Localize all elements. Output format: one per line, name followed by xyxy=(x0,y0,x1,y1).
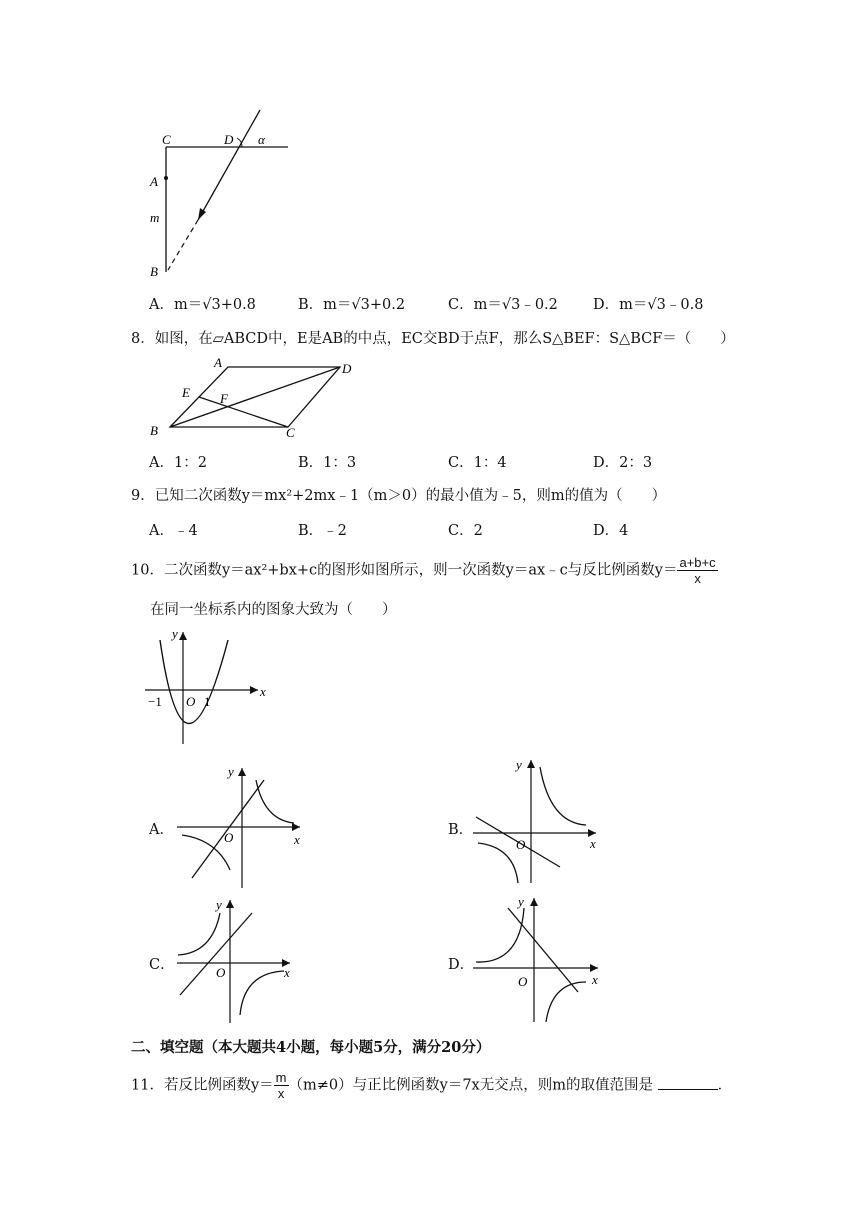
q10-choice-c-label: C． xyxy=(149,957,175,973)
q9-option-b: B．﹣2 xyxy=(298,523,347,539)
q10-choice-b-label: B． xyxy=(448,822,474,838)
q7-label-d: D xyxy=(224,132,234,147)
q9-stem: 9．已知二次函数y＝mx²+2mx﹣1（m＞0）的最小值为﹣5，则m的值为（ ） xyxy=(131,488,667,504)
svg-text:x: x xyxy=(592,972,598,987)
q10-choice-a-graph xyxy=(172,760,312,900)
svg-text:B: B xyxy=(150,423,158,438)
svg-text:y: y xyxy=(518,894,524,909)
q9-option-d: D．4 xyxy=(593,523,629,539)
q11-stem: 11．若反比例函数y＝ $\frac{m}{x}$ （m≠0）与正比例函数y＝7x无交点，则m的取值范围是 ． xyxy=(131,1070,733,1101)
q8-option-b: B．1：3 xyxy=(298,455,357,471)
svg-text:y: y xyxy=(228,764,234,779)
q8-stem: 8．如图，在▱ABCD中，E是AB的中点，EC交BD于点F，那么S△BEF：S△BCF＝（ ） xyxy=(131,331,735,347)
q10-parabola-figure xyxy=(140,622,280,752)
q11-answer-blank[interactable] xyxy=(658,1089,718,1090)
q9-option-c: C．2 xyxy=(448,523,483,539)
q7-label-m: m xyxy=(150,210,160,225)
q7-label-b: B xyxy=(150,264,158,279)
q7-label-a: A xyxy=(150,174,158,189)
svg-text:O: O xyxy=(224,830,234,845)
q10-choice-d-graph xyxy=(468,890,608,1030)
svg-text:1: 1 xyxy=(204,694,211,709)
svg-text:O: O xyxy=(516,837,526,852)
q7-label-alpha: α xyxy=(258,132,265,147)
q10-choice-d-label: D． xyxy=(448,957,475,973)
q7-option-b: B．m＝√3+0.2 xyxy=(298,297,406,313)
q11-fraction: $\frac{m}{x}$ xyxy=(275,1070,287,1101)
q10-choice-a-label: A． xyxy=(149,822,174,838)
svg-text:C: C xyxy=(286,425,295,440)
q10-stem-part2: 在同一坐标系内的图象大致为（ ） xyxy=(150,602,397,618)
svg-text:x: x xyxy=(590,836,596,851)
svg-text:x: x xyxy=(294,832,300,847)
svg-text:A: A xyxy=(214,355,222,370)
q8-figure xyxy=(140,355,370,445)
svg-text:y: y xyxy=(216,897,222,912)
q10-stem xyxy=(131,555,718,586)
q7-figure xyxy=(140,100,300,285)
q7-option-d: D．m＝√3﹣0.8 xyxy=(593,297,704,313)
svg-text:O: O xyxy=(216,965,226,980)
section2-title: 二、填空题（本大题共4小题，每小题5分，满分20分） xyxy=(131,1039,491,1056)
svg-text:−1: −1 xyxy=(148,694,162,709)
svg-text:x: x xyxy=(284,965,290,980)
q8-option-a: A．1：2 xyxy=(149,455,207,471)
q8-option-c: C．1：4 xyxy=(448,455,507,471)
q7-option-a: A．m＝√3+0.8 xyxy=(149,297,256,313)
q7-option-c: C．m＝√3﹣0.2 xyxy=(448,297,558,313)
svg-text:E: E xyxy=(182,385,190,400)
svg-text:F: F xyxy=(220,391,228,406)
svg-text:O: O xyxy=(518,974,528,989)
q7-label-c: C xyxy=(162,132,171,147)
q10-stem-part1: 10．二次函数y＝ax²+bx+c的图形如图所示，则一次函数y＝ax﹣c与反比例函数y＝ xyxy=(131,562,678,579)
svg-text:x: x xyxy=(260,684,266,699)
svg-text:O: O xyxy=(186,694,196,709)
q10-fraction: $\frac{a+b+c}{x}$ xyxy=(679,555,716,586)
q10-choice-b-graph xyxy=(468,755,608,895)
q9-option-a: A．﹣4 xyxy=(149,523,198,539)
q8-option-d: D．2：3 xyxy=(593,455,653,471)
svg-text:D: D xyxy=(342,361,352,376)
svg-text:y: y xyxy=(172,626,178,641)
q10-choice-c-graph xyxy=(172,895,312,1035)
svg-text:y: y xyxy=(516,757,522,772)
